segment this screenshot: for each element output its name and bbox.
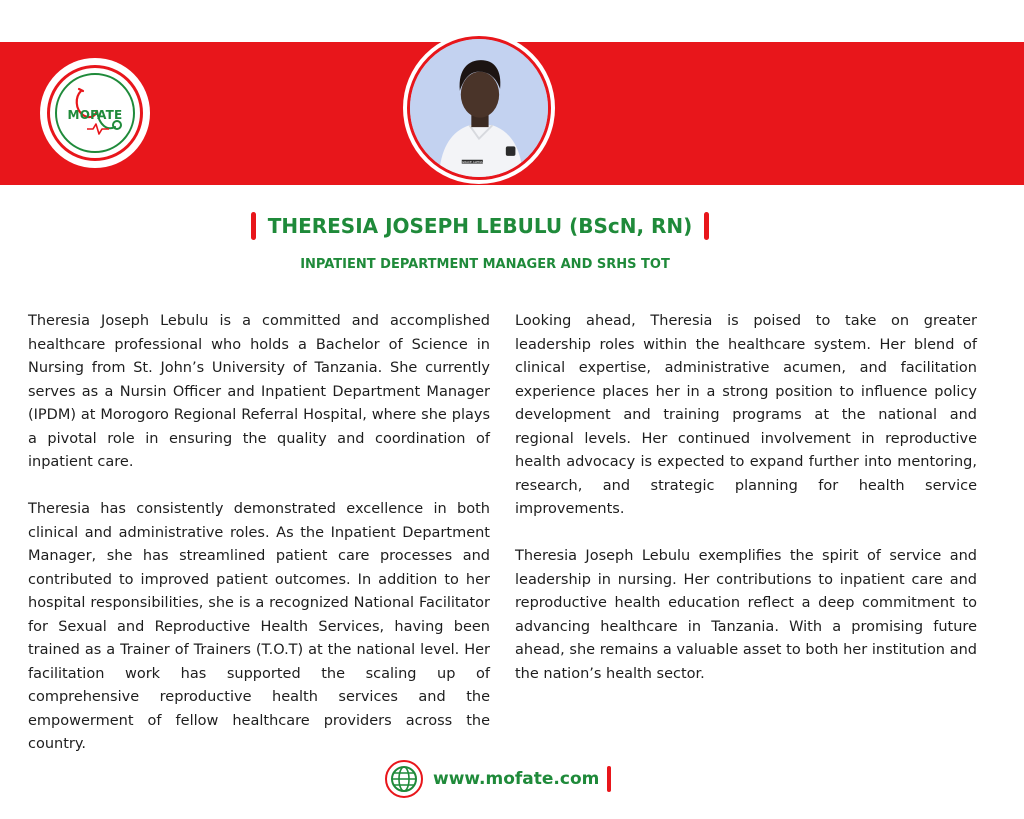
website-link[interactable]: www.mofate.com [433,769,600,789]
logo-outer-ring [47,65,143,161]
bio-left-column [28,310,490,780]
name-heading [0,212,960,240]
logo-text: MOFATE [67,108,123,122]
footer-right-bar [607,766,611,792]
bio-paragraph: Theresia Joseph Lebulu is a committed and accomplished healthcare professional who holds a Bachelor of Science in Nursing from St. John’s University of Tanzania. She currently serves as a Nursin Officer and Inpatient Department Manager (IPDM) at Morogoro Regional Referral Hospital, where she plays a pivotal role in ensuring the quality and coordination of inpatient care. [28,313,490,470]
person-role: INPATIENT DEPARTMENT MANAGER AND SRHS TOT [300,257,670,272]
mofate-logo [40,58,150,168]
person-portrait-illustration [410,39,548,177]
globe-icon [385,760,423,798]
portrait-frame [403,32,555,184]
portrait-photo [407,36,551,180]
bio-paragraph: Theresia has consistently demonstrated excellence in both clinical and administrative roles. As the Inpatient Department Manager, she has streamlined patient care processes and contributed to improved patient outcomes. In addition to her hospital responsibilities, she is a recognized National Facilitator for Sexual and Reproductive Health Services, having been trained as a Trainer of Trainers (T.O.T) at the national level. Her facilitation work has supported the scaling up of comprehensive reproductive health services and the empowerment of fellow healthcare providers across the country. [28,501,490,752]
logo-inner-ring [55,73,135,153]
person-name: THERESIA JOSEPH LEBULU (BScN, RN) [267,214,693,238]
bio-paragraph: Theresia Joseph Lebulu exemplifies the spirit of service and leadership in nursing. Her contributions to inpatient care and reproductive health education reflect a deep commitment to advancing healthcare in Tanzania. With a promising future ahead, she remains a valuable asset to both her institution and the nation’s health sector. [515,548,977,682]
bio-paragraph: Looking ahead, Theresia is poised to take on greater leadership roles within the healthcare system. Her blend of clinical expertise, administrative acumen, and facilitation experience places her in a strong position to influence policy development and training programs at the national and regional levels. Her continued involvement in reproductive health advocacy is expected to expand further into mentoring, research, and strategic planning for health service improvements. [515,313,977,517]
portrait-badge-text: GRACE ALEMA [462,160,483,165]
footer [385,757,611,801]
bio-right-column [515,310,977,710]
heading-right-bar [704,212,709,240]
